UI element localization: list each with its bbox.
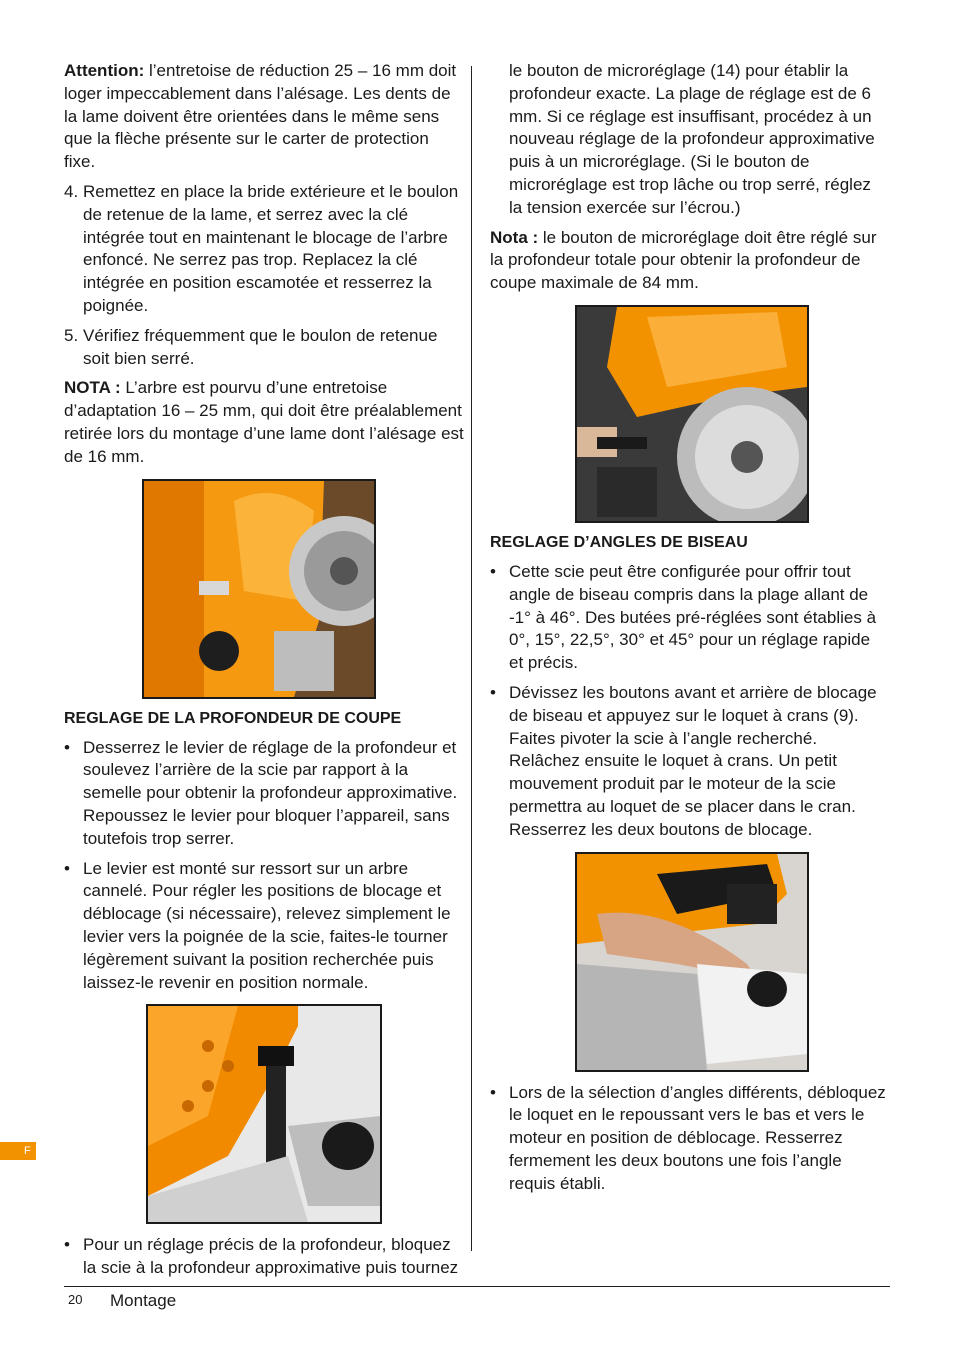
page-number: 20	[68, 1292, 83, 1307]
nota-label: NOTA :	[64, 378, 121, 398]
step-number: 5.	[64, 325, 79, 345]
heading-bevel: REGLAGE D’ANGLES DE BISEAU	[490, 533, 748, 551]
column-divider	[471, 66, 472, 1251]
step-item	[64, 325, 464, 371]
step-text: Vérifiez fréquemment que le boulon de retenue soit bien serré.	[83, 325, 438, 368]
nota-paragraph-right	[490, 227, 886, 295]
saw-photo-illustration	[144, 481, 374, 697]
steps-list	[64, 181, 464, 370]
continuation-paragraph: le bouton de microréglage (14) pour établir la profondeur exacte. La plage de réglage est de 6 mm. Si ce réglage est insuffisant, procédez à un nouveau réglage de la profondeur approximative puis à un microréglage. (Si le bouton de microréglage est trop lâche ou trop serré, réglez la tension exercée sur l’écrou.)	[509, 61, 875, 217]
attention-paragraph	[64, 60, 464, 174]
right-column	[490, 60, 886, 1203]
bullet-item: • Desserrez le levier de réglage de la profondeur et soulevez l’arrière de la scie par rapport à la semelle pour obtenir la profondeur approximative. Repoussez le levier pour bloquer l’appareil, sans toutefois trop serrer.	[64, 737, 464, 851]
depth-bullets	[64, 737, 464, 995]
photo-micro-adjust	[575, 305, 809, 523]
step-item	[64, 181, 464, 318]
nota-paragraph	[64, 377, 464, 468]
step-text: Remettez en place la bride extérieure et le boulon de retenue de la lame, et serrez avec la clé intégrée tout en maintenant le blocage de l’arbre enfoncé. Ne serrez pas trop. Replacez la clé intégrée en position escamotée et resserrez la poignée.	[83, 181, 459, 315]
nota-text: L’arbre est pourvu d’une entretoise d’adaptation 16 – 25 mm, qui doit être préalablement retirée lors du montage d’une lame dont l’alésage est de 16 mm.	[64, 378, 464, 466]
footer-rule	[64, 1286, 890, 1287]
bullet-item: • Lors de la sélection d’angles différents, débloquez le loquet en le repoussant vers le bas et vers le moteur en position de déblocage. Resserrez fermement les deux boutons une fois l’angle requis établi.	[490, 1082, 886, 1196]
heading-depth: REGLAGE DE LA PROFONDEUR DE COUPE	[64, 709, 402, 727]
step-number: 4.	[64, 181, 79, 201]
language-tab: F	[0, 1142, 36, 1160]
saw-photo-illustration	[577, 307, 807, 521]
photo-depth-lever	[146, 1004, 382, 1224]
saw-photo-illustration	[577, 854, 807, 1070]
bullet-item: • Dévissez les boutons avant et arrière de blocage de biseau et appuyez sur le loquet à crans (9). Faites pivoter la scie à l’angle recherché. Relâchez ensuite le loquet à crans. Un petit mouvement produit par le moteur de la scie permettra au loquet de se placer dans le cran. Resserrez les deux boutons de blocage.	[490, 682, 886, 842]
photo-blade-installation	[142, 479, 376, 699]
bullet-item: • Pour un réglage précis de la profondeur, bloquez la scie à la profondeur approximative puis tournez	[64, 1234, 464, 1280]
bevel-bullets	[490, 561, 886, 842]
bevel-bullets-last	[490, 1082, 886, 1196]
left-column	[64, 60, 464, 1287]
bullet-item: • Cette scie peut être configurée pour offrir tout angle de biseau compris dans la plage allant de -1° à 46°. Des butées pré-réglées sont établies à 0°, 15°, 22,5°, 30° et 45° pour un réglage rapide et précis.	[490, 561, 886, 675]
bullet-item: • Le levier est monté sur ressort sur un arbre cannelé. Pour régler les positions de blocage et déblocage (si nécessaire), relevez simplement le levier vers la poignée de la scie, faites-le tourner légèrement suivant la position recherchée puis laissez-le revenir en position normale.	[64, 858, 464, 995]
nota-label: Nota :	[490, 227, 539, 247]
attention-label: Attention:	[64, 61, 145, 80]
attention-text: l’entretoise de réduction 25 – 16 mm doit loger impeccablement dans l’alésage. Les dents de la lame doivent être orientées dans le même sens que la flèche présente sur le carter de protection fixe.	[64, 61, 457, 172]
depth-bullets-last	[64, 1234, 464, 1280]
saw-photo-illustration	[148, 1006, 380, 1222]
footer-section-title: Montage	[110, 1291, 177, 1310]
photo-bevel-latch	[575, 852, 809, 1072]
nota-text: le bouton de microréglage doit être réglé sur la profondeur totale pour obtenir la profondeur de coupe maximale de 84 mm.	[490, 227, 877, 293]
